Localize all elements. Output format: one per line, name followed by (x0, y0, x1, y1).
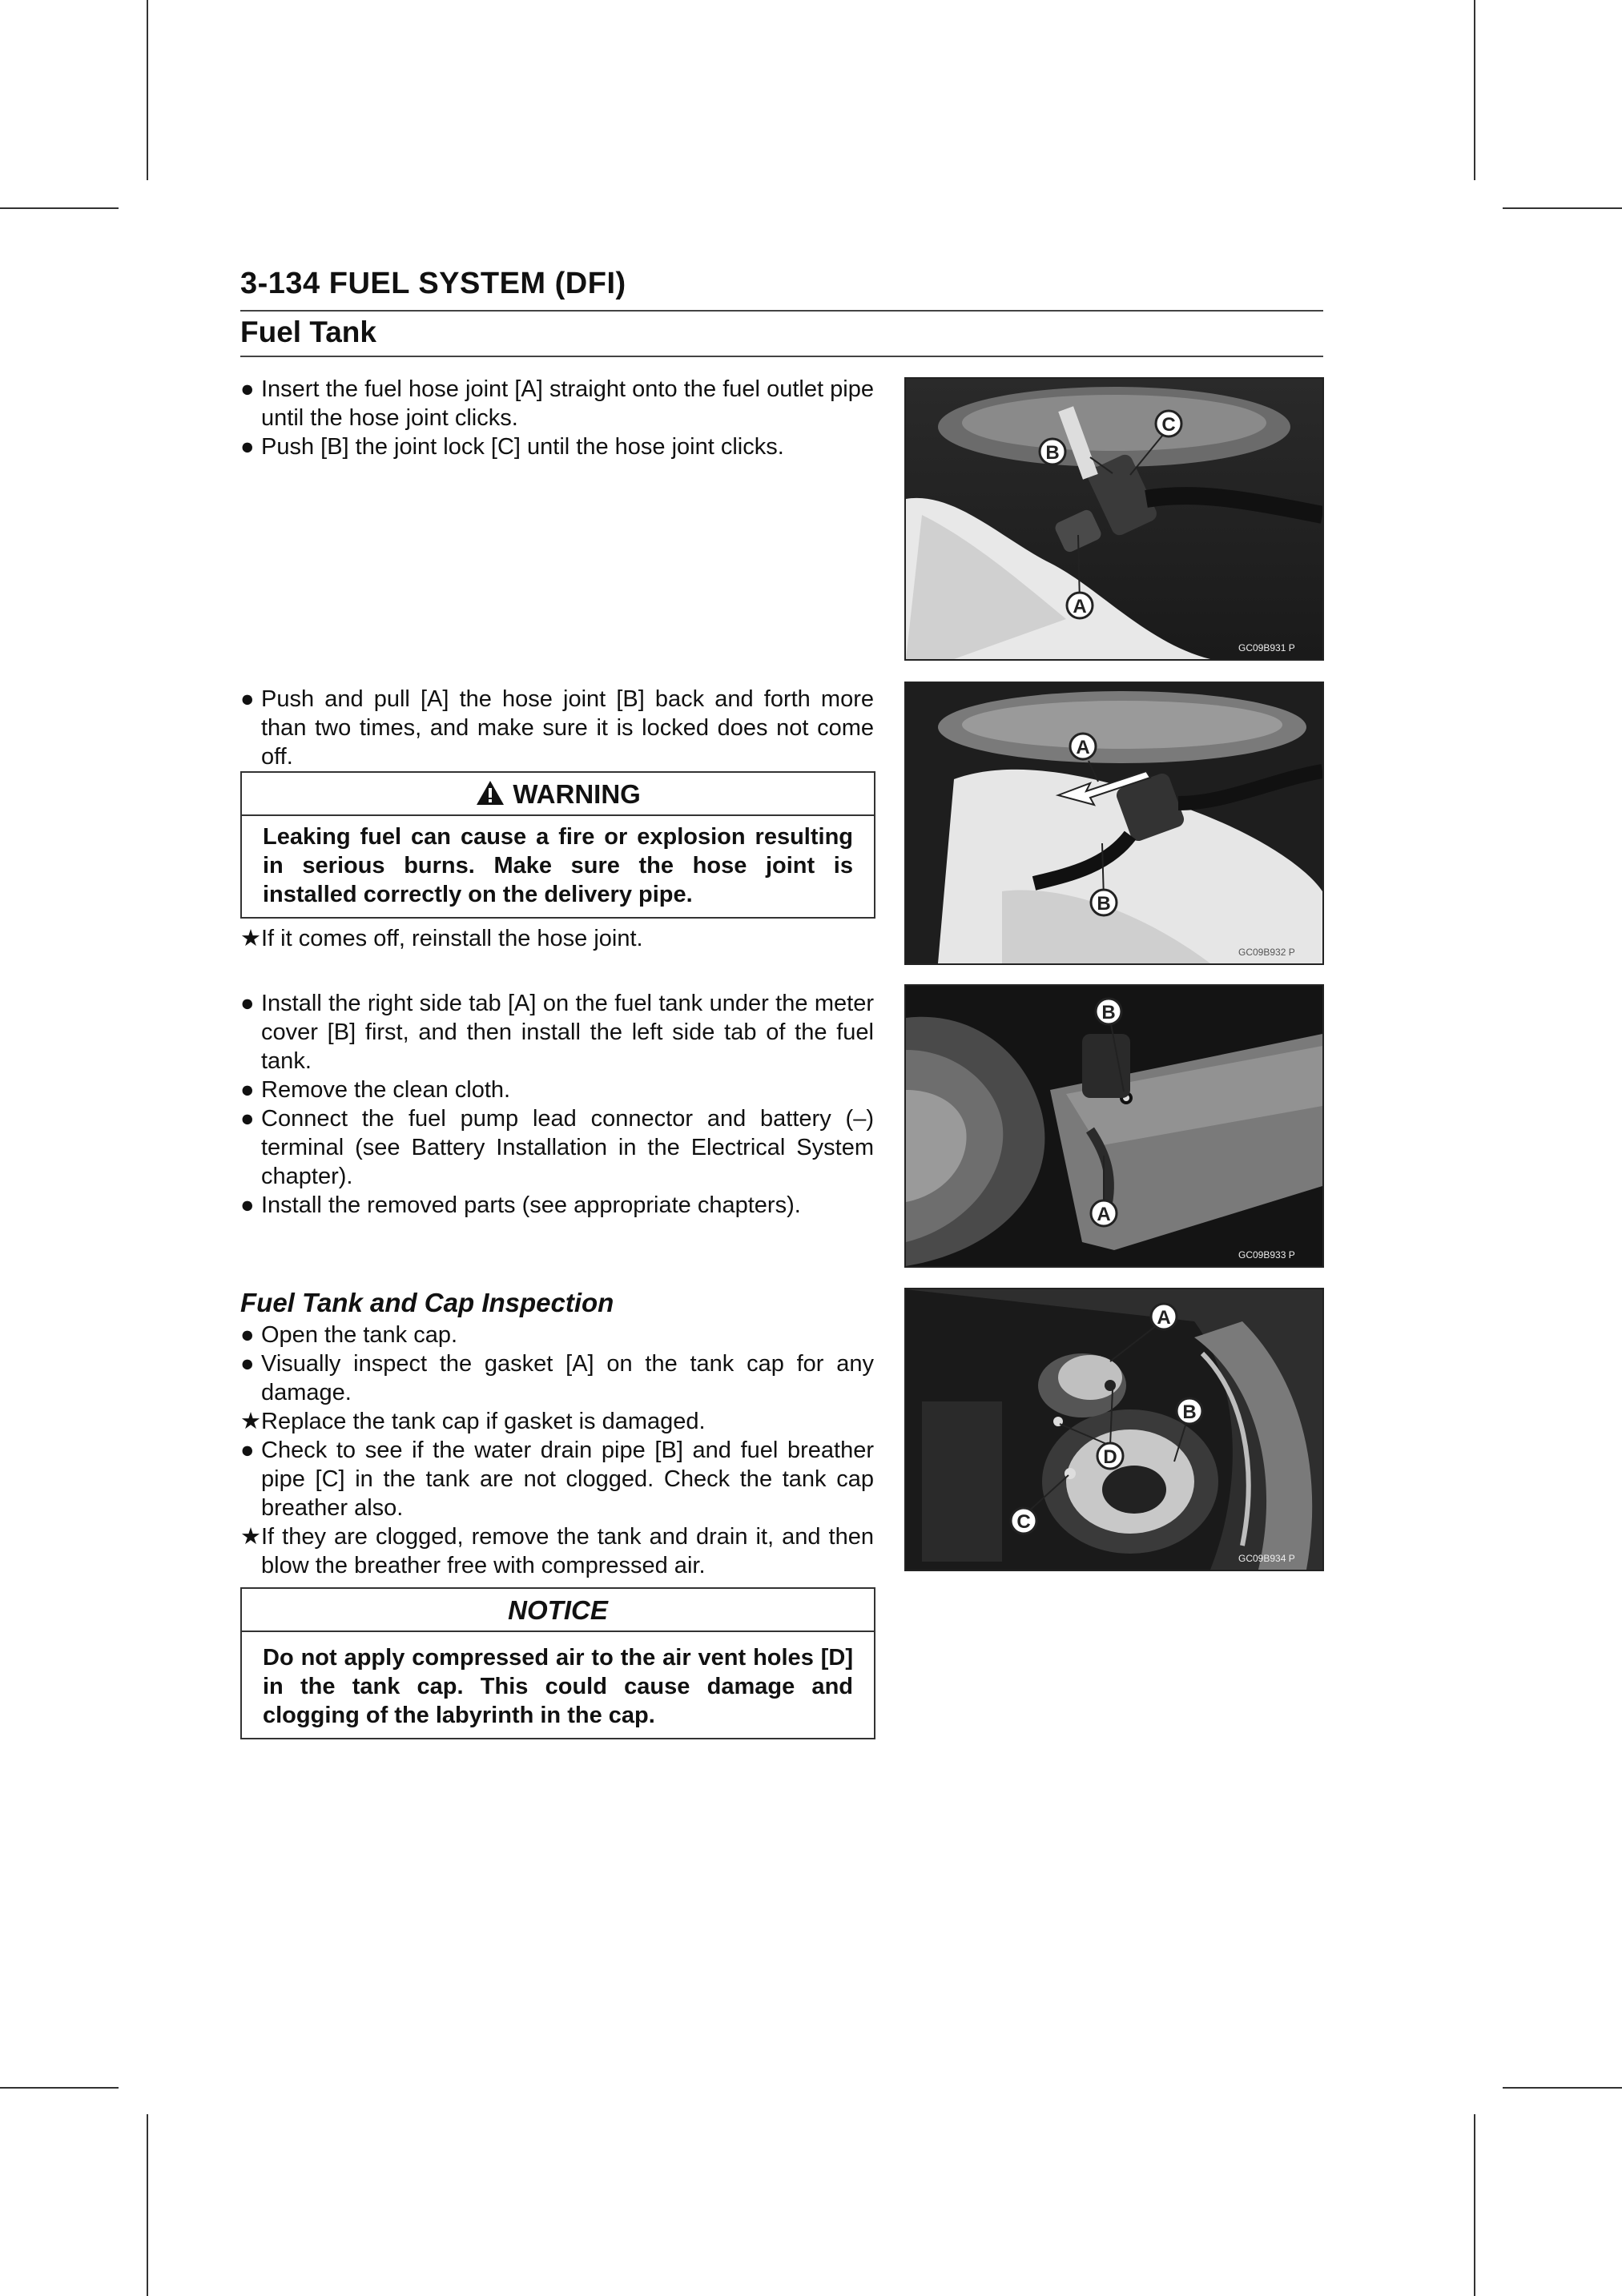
list-item (240, 1321, 874, 1349)
svg-text:B: B (1097, 893, 1111, 915)
list-item (240, 1407, 874, 1436)
svg-text:A: A (1097, 1204, 1111, 1225)
notice-title: NOTICE (242, 1589, 874, 1632)
list-item-text: If it comes off, reinstall the hose joint. (261, 926, 643, 951)
list-item-text: Check to see if the water drain pipe [B] and fuel breather pipe [C] in the tank are not clogged. Check the tank cap breather also. (261, 1438, 874, 1521)
figure-hose-joint-check (904, 682, 1324, 965)
list-item-text: Install the right side tab [A] on the fuel tank under the meter cover [B] first, and then install the left side tab of the fuel tank. (261, 991, 874, 1074)
header-rule (240, 310, 1323, 312)
bullet-icon: ● (240, 1351, 255, 1377)
notice-text: Do not apply compressed air to the air vent holes [D] in the tank cap. This could cause damage and clogging of the labyrinth in the cap. (263, 1645, 853, 1728)
svg-text:C: C (1161, 414, 1176, 436)
list-item-text: Connect the fuel pump lead connector and battery (–) terminal (see Battery Installation in the Electrical System chapter). (261, 1106, 874, 1189)
svg-text:B: B (1182, 1401, 1197, 1423)
figure-fuel-tank-tab (904, 984, 1324, 1268)
list-item (240, 1436, 874, 1522)
warning-title-text: WARNING (513, 779, 641, 809)
list-item (240, 1191, 874, 1220)
star-icon: ★ (240, 1409, 261, 1434)
bullet-icon: ● (240, 1106, 255, 1132)
notice-box (240, 1587, 875, 1739)
svg-text:B: B (1045, 442, 1060, 464)
warning-triangle-icon (475, 779, 505, 806)
list-item-text: Remove the clean cloth. (261, 1077, 511, 1103)
step1-text (240, 375, 874, 461)
bullet-icon: ● (240, 1192, 255, 1218)
inspection-section (240, 1289, 874, 1580)
warning-box (240, 771, 875, 919)
svg-text:B: B (1101, 1002, 1116, 1023)
inspection-title: Fuel Tank and Cap Inspection (240, 1288, 614, 1317)
svg-text:C: C (1016, 1511, 1031, 1533)
bullet-icon: ● (240, 686, 255, 712)
list-item (240, 432, 874, 461)
crop-mark (147, 2114, 148, 2296)
bullet-icon: ● (240, 1438, 255, 1463)
list-item (240, 375, 874, 432)
crop-mark (0, 207, 119, 209)
svg-text:GC09B932 P: GC09B932 P (1238, 947, 1295, 958)
svg-text:A: A (1076, 737, 1090, 758)
crop-mark (1503, 2087, 1622, 2089)
svg-text:GC09B933 P: GC09B933 P (1238, 1249, 1295, 1261)
list-item (240, 924, 874, 953)
list-item-text: Insert the fuel hose joint [A] straight onto the fuel outlet pipe until the hose joint clicks. (261, 376, 874, 431)
step2-text (240, 685, 874, 771)
crop-mark (1503, 207, 1622, 209)
list-item-text: If they are clogged, remove the tank and drain it, and then blow the breather free with compressed air. (261, 1524, 874, 1578)
list-item-text: Install the removed parts (see appropriate chapters). (261, 1192, 801, 1218)
list-item-text: Push and pull [A] the hose joint [B] back and forth more than two times, and make sure it is locked does not come off. (261, 686, 874, 770)
svg-text:GC09B931 P: GC09B931 P (1238, 642, 1295, 653)
figure-hose-joint-install (904, 377, 1324, 661)
svg-text:A: A (1157, 1307, 1171, 1329)
page-header-title: 3-134 FUEL SYSTEM (DFI) (240, 267, 626, 300)
bullet-icon: ● (240, 991, 255, 1016)
star-icon: ★ (240, 926, 261, 951)
list-item (240, 1076, 874, 1104)
section-rule (240, 356, 1323, 357)
list-item-text: Open the tank cap. (261, 1322, 458, 1348)
crop-mark (1474, 2114, 1475, 2296)
list-item (240, 1104, 874, 1191)
warning-title (242, 773, 874, 814)
svg-text:D: D (1103, 1446, 1117, 1468)
section-title: Fuel Tank (240, 316, 376, 348)
warning-text: Leaking fuel can cause a fire or explosion resulting in serious burns. Make sure the hose joint is installed correctly on the delivery pipe. (242, 814, 874, 917)
list-item (240, 685, 874, 771)
list-item-text: Replace the tank cap if gasket is damaged. (261, 1409, 706, 1434)
svg-text:GC09B934 P: GC09B934 P (1238, 1553, 1295, 1564)
crop-mark (1474, 0, 1475, 180)
bullet-icon: ● (240, 376, 255, 402)
bullet-icon: ● (240, 1077, 255, 1103)
bullet-icon: ● (240, 434, 255, 460)
step2-after (240, 924, 874, 953)
list-item-text: Push [B] the joint lock [C] until the hose joint clicks. (261, 434, 784, 460)
list-item-text: Visually inspect the gasket [A] on the tank cap for any damage. (261, 1351, 874, 1405)
star-icon: ★ (240, 1524, 261, 1550)
list-item (240, 989, 874, 1076)
list-item (240, 1522, 874, 1580)
figure-tank-cap (904, 1288, 1324, 1571)
bullet-icon: ● (240, 1322, 255, 1348)
crop-mark (147, 0, 148, 180)
crop-mark (0, 2087, 119, 2089)
svg-text:A: A (1073, 596, 1087, 617)
list-item (240, 1349, 874, 1407)
step3-text (240, 989, 874, 1220)
